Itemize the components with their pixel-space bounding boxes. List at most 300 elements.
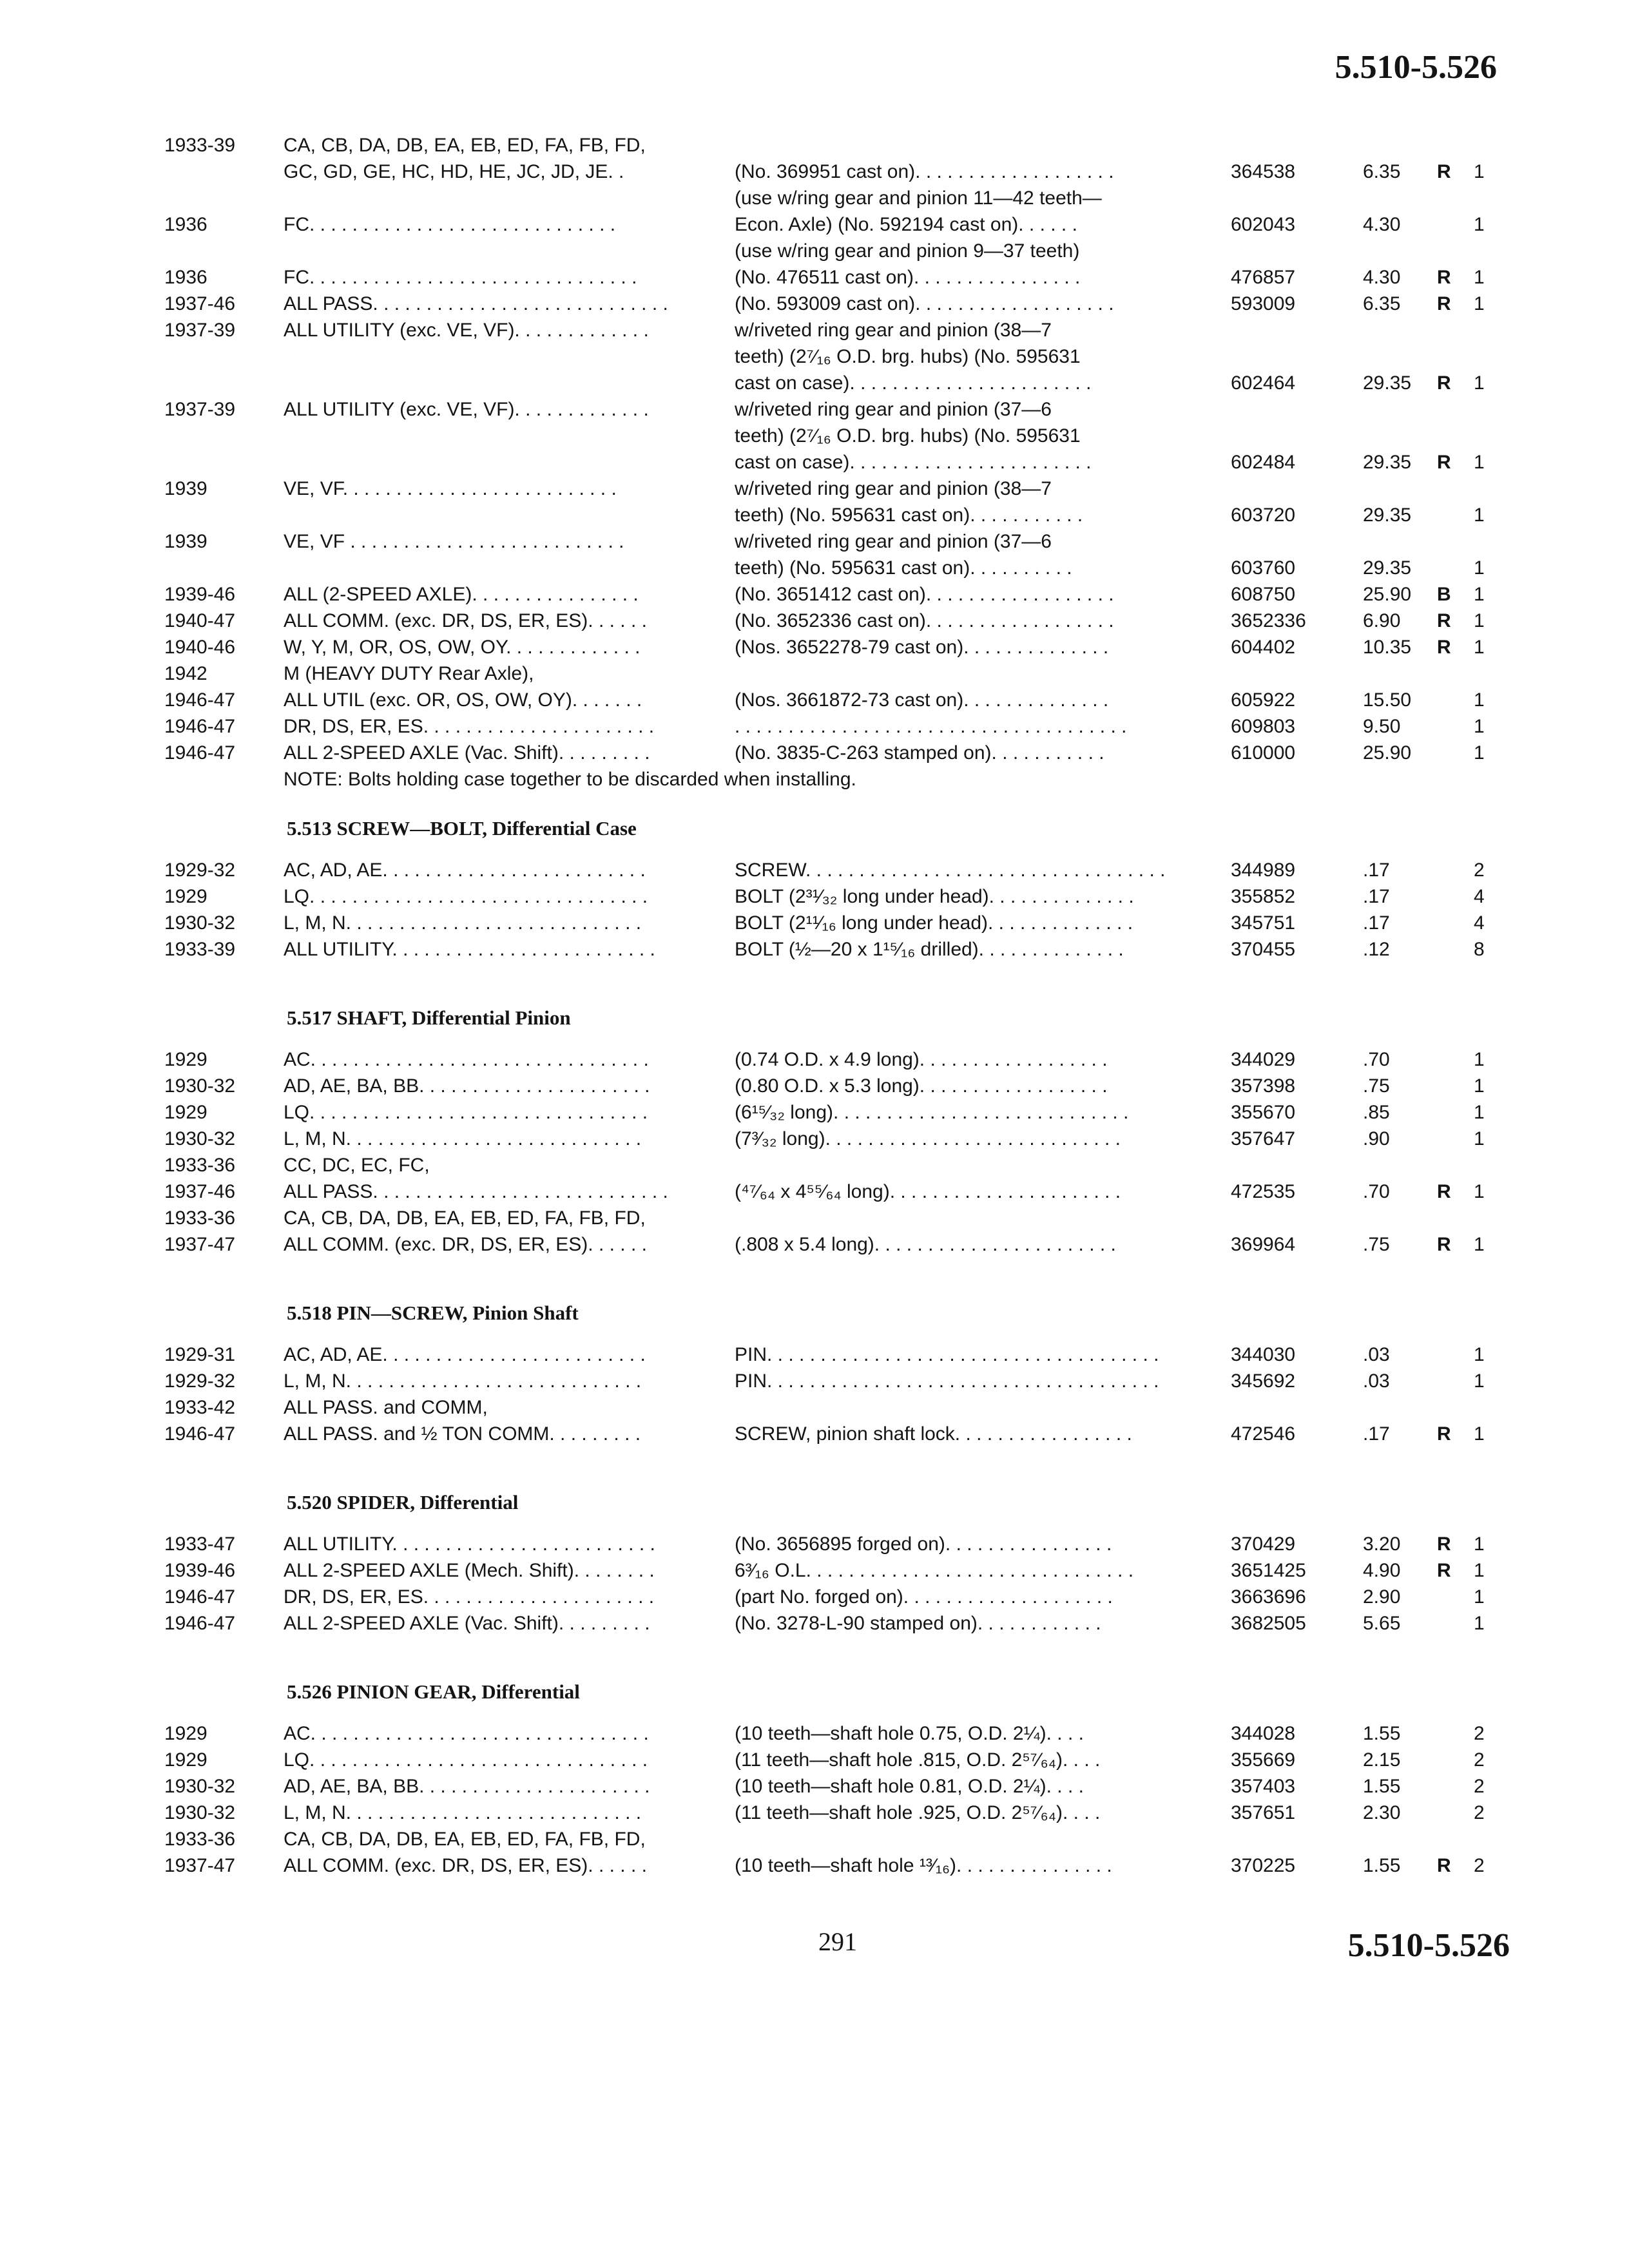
model-cell: L, M, N. . . . . . . . . . . . . . . . . . . . . . . . . . . . xyxy=(284,1802,642,1823)
flag-cell: R xyxy=(1437,1181,1451,1202)
flag-cell: R xyxy=(1437,1533,1451,1555)
section-spacer xyxy=(0,1879,1629,1898)
part-number-cell: 476857 xyxy=(1231,267,1296,288)
quantity-cell: 1 xyxy=(1474,214,1485,235)
part-number-cell: 355852 xyxy=(1231,886,1296,907)
year-cell: 1929 xyxy=(164,1749,207,1771)
description-cell: (0.74 O.D. x 4.9 long). . . . . . . . . . . . . . . . . . xyxy=(735,1049,1108,1070)
price-cell: .17 xyxy=(1363,860,1390,881)
price-cell: 29.35 xyxy=(1363,452,1412,473)
description-cell: (10 teeth—shaft hole 0.75, O.D. 2¼). . . . xyxy=(735,1723,1084,1744)
price-cell: 4.30 xyxy=(1363,267,1401,288)
section-rows xyxy=(0,1046,1629,1258)
table-row xyxy=(0,476,1629,502)
part-number-cell: 357647 xyxy=(1231,1128,1296,1149)
part-number-cell: 344989 xyxy=(1231,860,1296,881)
model-cell: CA, CB, DA, DB, EA, EB, ED, FA, FB, FD, xyxy=(284,1829,646,1850)
description-cell: BOLT (2¹¹⁄₁₆ long under head). . . . . . . . . . . . . . xyxy=(735,912,1133,934)
section-header xyxy=(0,793,1629,857)
table-row xyxy=(0,211,1629,238)
year-cell: 1933-36 xyxy=(164,1155,236,1176)
part-number-cell: 345692 xyxy=(1231,1370,1296,1392)
part-number-cell: 357403 xyxy=(1231,1776,1296,1797)
price-cell: 2.90 xyxy=(1363,1586,1401,1608)
table-row xyxy=(0,396,1629,423)
part-number-cell: 355670 xyxy=(1231,1102,1296,1123)
quantity-cell: 2 xyxy=(1474,860,1485,881)
model-cell: CA, CB, DA, DB, EA, EB, ED, FA, FB, FD, xyxy=(284,135,646,156)
model-cell: ALL 2-SPEED AXLE (Vac. Shift). . . . . . . . . xyxy=(284,742,650,764)
part-number-cell: 602043 xyxy=(1231,214,1296,235)
model-cell: AC. . . . . . . . . . . . . . . . . . . . . . . . . . . . . . . . xyxy=(284,1049,649,1070)
part-number-cell: 357651 xyxy=(1231,1802,1296,1823)
section-rows xyxy=(0,857,1629,963)
price-cell: 15.50 xyxy=(1363,689,1412,711)
part-number-cell: 355669 xyxy=(1231,1749,1296,1771)
year-cell: 1936 xyxy=(164,267,207,288)
table-row xyxy=(0,936,1629,963)
quantity-cell: 2 xyxy=(1474,1802,1485,1823)
year-cell: 1930-32 xyxy=(164,912,236,934)
price-cell: 10.35 xyxy=(1363,637,1412,658)
quantity-cell: 2 xyxy=(1474,1723,1485,1744)
year-cell: 1929 xyxy=(164,1102,207,1123)
section-header xyxy=(0,1277,1629,1341)
description-cell: (0.80 O.D. x 5.3 long). . . . . . . . . . . . . . . . . . xyxy=(735,1075,1108,1097)
year-cell: 1939 xyxy=(164,478,207,499)
quantity-cell: 1 xyxy=(1474,452,1485,473)
section-rows xyxy=(0,1341,1629,1447)
part-number-cell: 370429 xyxy=(1231,1533,1296,1555)
quantity-cell: 1 xyxy=(1474,1344,1485,1365)
price-cell: 4.90 xyxy=(1363,1560,1401,1581)
model-cell: ALL PASS. and ½ TON COMM. . . . . . . . . xyxy=(284,1423,641,1445)
table-row xyxy=(0,264,1629,291)
table-row xyxy=(0,581,1629,608)
description-cell: BOLT (½—20 x 1¹⁵⁄₁₆ drilled). . . . . . . . . . . . . . xyxy=(735,939,1124,960)
description-cell: SCREW. . . . . . . . . . . . . . . . . . . . . . . . . . . . . . . . . . xyxy=(735,860,1166,881)
price-cell: 1.55 xyxy=(1363,1855,1401,1876)
section-title: 5.526 PINION GEAR, Differential xyxy=(287,1680,580,1703)
description-cell: (use w/ring gear and pinion 11—42 teeth— xyxy=(735,187,1102,209)
flag-cell: R xyxy=(1437,267,1451,288)
year-cell: 1933-47 xyxy=(164,1533,236,1555)
year-cell: 1929-32 xyxy=(164,1370,236,1392)
part-number-cell: 593009 xyxy=(1231,293,1296,314)
quantity-cell: 1 xyxy=(1474,689,1485,711)
description-cell: (use w/ring gear and pinion 9—37 teeth) xyxy=(735,240,1080,262)
description-cell: (No. 476511 cast on). . . . . . . . . . . . . . . . xyxy=(735,267,1081,288)
price-cell: .03 xyxy=(1363,1370,1390,1392)
model-cell: LQ. . . . . . . . . . . . . . . . . . . . . . . . . . . . . . . . xyxy=(284,1749,648,1771)
year-cell: 1930-32 xyxy=(164,1802,236,1823)
quantity-cell: 1 xyxy=(1474,1533,1485,1555)
year-cell: 1936 xyxy=(164,214,207,235)
part-number-cell: 3652336 xyxy=(1231,610,1306,631)
model-cell: LQ. . . . . . . . . . . . . . . . . . . . . . . . . . . . . . . . xyxy=(284,1102,648,1123)
quantity-cell: 1 xyxy=(1474,742,1485,764)
price-cell: .75 xyxy=(1363,1075,1390,1097)
price-cell: 6.35 xyxy=(1363,293,1401,314)
year-cell: 1937-47 xyxy=(164,1855,236,1876)
description-cell: SCREW, pinion shaft lock. . . . . . . . . . . . . . . . . xyxy=(735,1423,1132,1445)
table-row xyxy=(0,238,1629,264)
model-cell: ALL PASS. . . . . . . . . . . . . . . . . . . . . . . . . . . . xyxy=(284,1181,668,1202)
description-cell: (part No. forged on). . . . . . . . . . . . . . . . . . . . xyxy=(735,1586,1113,1608)
table-row xyxy=(0,502,1629,528)
model-cell: FC. . . . . . . . . . . . . . . . . . . . . . . . . . . . . . . xyxy=(284,267,637,288)
table-row xyxy=(0,1747,1629,1773)
model-cell: CA, CB, DA, DB, EA, EB, ED, FA, FB, FD, xyxy=(284,1207,646,1229)
section-title: 5.518 PIN—SCREW, Pinion Shaft xyxy=(287,1302,579,1324)
year-cell: 1930-32 xyxy=(164,1075,236,1097)
description-cell: (No. 3835-C-263 stamped on). . . . . . . . . . . xyxy=(735,742,1104,764)
price-cell: 29.35 xyxy=(1363,557,1412,579)
price-cell: 29.35 xyxy=(1363,372,1412,394)
model-cell: ALL PASS. and COMM, xyxy=(284,1397,488,1418)
part-number-cell: 344030 xyxy=(1231,1344,1296,1365)
quantity-cell: 1 xyxy=(1474,505,1485,526)
part-number-cell: 603760 xyxy=(1231,557,1296,579)
year-cell: 1929 xyxy=(164,1049,207,1070)
model-cell: ALL UTIL (exc. OR, OS, OW, OY). . . . . . . xyxy=(284,689,642,711)
price-cell: 1.55 xyxy=(1363,1723,1401,1744)
year-cell: 1933-36 xyxy=(164,1829,236,1850)
table-row xyxy=(0,1046,1629,1073)
model-cell: ALL UTILITY (exc. VE, VF). . . . . . . . . . . . . xyxy=(284,399,649,420)
model-cell: ALL (2-SPEED AXLE). . . . . . . . . . . . . . . . xyxy=(284,584,639,605)
flag-cell: R xyxy=(1437,610,1451,631)
table-row xyxy=(0,159,1629,185)
model-cell: DR, DS, ER, ES. . . . . . . . . . . . . . . . . . . . . . xyxy=(284,716,655,737)
flag-cell: R xyxy=(1437,161,1451,182)
table-row xyxy=(0,132,1629,159)
section-spacer xyxy=(0,1637,1629,1656)
table-row xyxy=(0,1720,1629,1747)
description-cell: (11 teeth—shaft hole .815, O.D. 2⁵⁷⁄₆₄). . . . xyxy=(735,1749,1101,1771)
table-row xyxy=(0,1341,1629,1368)
year-cell: 1930-32 xyxy=(164,1776,236,1797)
model-cell: L, M, N. . . . . . . . . . . . . . . . . . . . . . . . . . . . xyxy=(284,1370,642,1392)
model-cell: ALL UTILITY. . . . . . . . . . . . . . . . . . . . . . . . . xyxy=(284,939,655,960)
quantity-cell: 1 xyxy=(1474,1181,1485,1202)
part-number-cell: 344028 xyxy=(1231,1723,1296,1744)
description-cell: (No. 593009 cast on). . . . . . . . . . . . . . . . . . . xyxy=(735,293,1114,314)
flag-cell: R xyxy=(1437,1560,1451,1581)
description-cell: (Nos. 3652278-79 cast on). . . . . . . . . . . . . . xyxy=(735,637,1109,658)
year-cell: 1946-47 xyxy=(164,689,236,711)
model-cell: NOTE: Bolts holding case together to be discarded when installing. xyxy=(284,769,856,790)
section-header xyxy=(0,1466,1629,1531)
price-cell: 6.35 xyxy=(1363,161,1401,182)
model-cell: CC, DC, EC, FC, xyxy=(284,1155,430,1176)
part-number-cell: 369964 xyxy=(1231,1234,1296,1255)
flag-cell: R xyxy=(1437,372,1451,394)
parts-section xyxy=(0,1277,1629,1466)
section-spacer xyxy=(0,1447,1629,1466)
year-cell: 1937-46 xyxy=(164,293,236,314)
year-cell: 1946-47 xyxy=(164,1586,236,1608)
quantity-cell: 1 xyxy=(1474,1586,1485,1608)
part-number-cell: 344029 xyxy=(1231,1049,1296,1070)
table-row xyxy=(0,1421,1629,1447)
description-cell: w/riveted ring gear and pinion (37—6 xyxy=(735,531,1052,552)
part-number-cell: 370225 xyxy=(1231,1855,1296,1876)
part-number-cell: 357398 xyxy=(1231,1075,1296,1097)
year-cell: 1939 xyxy=(164,531,207,552)
description-cell: (No. 3278-L-90 stamped on). . . . . . . . . . . . xyxy=(735,1613,1101,1634)
section-title: 5.520 SPIDER, Differential xyxy=(287,1491,519,1514)
description-cell: teeth) (No. 595631 cast on). . . . . . . . . . xyxy=(735,557,1072,579)
model-cell: ALL 2-SPEED AXLE (Vac. Shift). . . . . . . . . xyxy=(284,1613,650,1634)
price-cell: .75 xyxy=(1363,1234,1390,1255)
price-cell: .70 xyxy=(1363,1181,1390,1202)
description-cell: w/riveted ring gear and pinion (38—7 xyxy=(735,320,1052,341)
section-rows xyxy=(0,1531,1629,1637)
parts-section xyxy=(0,1466,1629,1656)
table-row xyxy=(0,370,1629,396)
part-number-cell: 603720 xyxy=(1231,505,1296,526)
table-row xyxy=(0,1178,1629,1205)
year-cell: 1937-46 xyxy=(164,1181,236,1202)
part-number-cell: 605922 xyxy=(1231,689,1296,711)
flag-cell: R xyxy=(1437,1423,1451,1445)
quantity-cell: 1 xyxy=(1474,1560,1485,1581)
header-section-code: 5.510-5.526 xyxy=(1335,49,1497,86)
model-cell: M (HEAVY DUTY Rear Axle), xyxy=(284,663,534,684)
model-cell: ALL 2-SPEED AXLE (Mech. Shift). . . . . . . . xyxy=(284,1560,655,1581)
table-row xyxy=(0,449,1629,476)
table-row xyxy=(0,1773,1629,1800)
price-cell: .17 xyxy=(1363,1423,1390,1445)
description-cell: (No. 3656895 forged on). . . . . . . . . . . . . . . . xyxy=(735,1533,1112,1555)
table-row xyxy=(0,1610,1629,1637)
flag-cell: R xyxy=(1437,293,1451,314)
description-cell: PIN. . . . . . . . . . . . . . . . . . . . . . . . . . . . . . . . . . . . . xyxy=(735,1344,1159,1365)
table-row xyxy=(0,1826,1629,1852)
price-cell: .85 xyxy=(1363,1102,1390,1123)
part-number-cell: 608750 xyxy=(1231,584,1296,605)
quantity-cell: 1 xyxy=(1474,1370,1485,1392)
model-cell: VE, VF . . . . . . . . . . . . . . . . . . . . . . . . . . xyxy=(284,531,624,552)
model-cell: DR, DS, ER, ES. . . . . . . . . . . . . . . . . . . . . . xyxy=(284,1586,655,1608)
description-cell: (No. 3651412 cast on). . . . . . . . . . . . . . . . . . xyxy=(735,584,1114,605)
quantity-cell: 2 xyxy=(1474,1776,1485,1797)
year-cell: 1930-32 xyxy=(164,1128,236,1149)
model-cell: ALL COMM. (exc. DR, DS, ER, ES). . . . . . xyxy=(284,610,647,631)
price-cell: .90 xyxy=(1363,1128,1390,1149)
part-number-cell: 3682505 xyxy=(1231,1613,1306,1634)
quantity-cell: 1 xyxy=(1474,161,1485,182)
description-cell: cast on case). . . . . . . . . . . . . . . . . . . . . . . xyxy=(735,452,1092,473)
description-cell: teeth) (2⁷⁄₁₆ O.D. brg. hubs) (No. 595631 xyxy=(735,346,1081,367)
flag-cell: B xyxy=(1437,584,1451,605)
year-cell: 1942 xyxy=(164,663,207,684)
table-row xyxy=(0,1852,1629,1879)
quantity-cell: 1 xyxy=(1474,1128,1485,1149)
part-number-cell: 610000 xyxy=(1231,742,1296,764)
part-number-cell: 609803 xyxy=(1231,716,1296,737)
year-cell: 1933-36 xyxy=(164,1207,236,1229)
part-number-cell: 604402 xyxy=(1231,637,1296,658)
quantity-cell: 1 xyxy=(1474,1423,1485,1445)
parts-listing xyxy=(0,132,1629,1898)
section-spacer xyxy=(0,1258,1629,1277)
year-cell: 1937-39 xyxy=(164,399,236,420)
price-cell: 6.90 xyxy=(1363,610,1401,631)
table-row xyxy=(0,857,1629,883)
section-header xyxy=(0,982,1629,1046)
table-row xyxy=(0,1394,1629,1421)
price-cell: 3.20 xyxy=(1363,1533,1401,1555)
table-row xyxy=(0,1099,1629,1126)
model-cell: ALL PASS. . . . . . . . . . . . . . . . . . . . . . . . . . . . xyxy=(284,293,668,314)
section-spacer xyxy=(0,963,1629,982)
table-row xyxy=(0,608,1629,634)
price-cell: 2.30 xyxy=(1363,1802,1401,1823)
table-row xyxy=(0,740,1629,766)
sections-container xyxy=(0,793,1629,1898)
model-cell: ALL COMM. (exc. DR, DS, ER, ES). . . . . . xyxy=(284,1234,647,1255)
description-cell: PIN. . . . . . . . . . . . . . . . . . . . . . . . . . . . . . . . . . . . . xyxy=(735,1370,1159,1392)
year-cell: 1939-46 xyxy=(164,584,236,605)
section-header xyxy=(0,1656,1629,1720)
flag-cell: R xyxy=(1437,1234,1451,1255)
quantity-cell: 4 xyxy=(1474,886,1485,907)
part-number-cell: 472535 xyxy=(1231,1181,1296,1202)
parts-section xyxy=(0,793,1629,982)
table-row xyxy=(0,883,1629,910)
section-5-510-rows xyxy=(0,132,1629,793)
year-cell: 1940-46 xyxy=(164,637,236,658)
model-cell: AD, AE, BA, BB. . . . . . . . . . . . . . . . . . . . . . xyxy=(284,1776,650,1797)
price-cell: .17 xyxy=(1363,886,1390,907)
table-row xyxy=(0,660,1629,687)
table-row xyxy=(0,555,1629,581)
model-cell: GC, GD, GE, HC, HD, HE, JC, JD, JE. . xyxy=(284,161,624,182)
description-cell: cast on case). . . . . . . . . . . . . . . . . . . . . . . xyxy=(735,372,1092,394)
quantity-cell: 1 xyxy=(1474,557,1485,579)
year-cell: 1929-31 xyxy=(164,1344,236,1365)
table-row xyxy=(0,687,1629,713)
part-number-cell: 3663696 xyxy=(1231,1586,1306,1608)
year-cell: 1946-47 xyxy=(164,1613,236,1634)
description-cell: Econ. Axle) (No. 592194 cast on). . . . . . xyxy=(735,214,1077,235)
year-cell: 1933-39 xyxy=(164,939,236,960)
table-row xyxy=(0,317,1629,343)
parts-section xyxy=(0,982,1629,1277)
year-cell: 1939-46 xyxy=(164,1560,236,1581)
table-row xyxy=(0,634,1629,660)
year-cell: 1929 xyxy=(164,886,207,907)
table-row xyxy=(0,185,1629,211)
table-row xyxy=(0,713,1629,740)
part-number-cell: 602464 xyxy=(1231,372,1296,394)
model-cell: AC, AD, AE. . . . . . . . . . . . . . . . . . . . . . . . . xyxy=(284,860,646,881)
part-number-cell: 370455 xyxy=(1231,939,1296,960)
price-cell: .03 xyxy=(1363,1344,1390,1365)
quantity-cell: 8 xyxy=(1474,939,1485,960)
table-row xyxy=(0,766,1629,793)
model-cell: ALL UTILITY. . . . . . . . . . . . . . . . . . . . . . . . . xyxy=(284,1533,655,1555)
description-cell: w/riveted ring gear and pinion (37—6 xyxy=(735,399,1052,420)
price-cell: 1.55 xyxy=(1363,1776,1401,1797)
quantity-cell: 1 xyxy=(1474,584,1485,605)
table-row xyxy=(0,1531,1629,1557)
model-cell: ALL COMM. (exc. DR, DS, ER, ES). . . . . . xyxy=(284,1855,647,1876)
year-cell: 1929-32 xyxy=(164,860,236,881)
model-cell: AC. . . . . . . . . . . . . . . . . . . . . . . . . . . . . . . . xyxy=(284,1723,649,1744)
model-cell: AC, AD, AE. . . . . . . . . . . . . . . . . . . . . . . . . xyxy=(284,1344,646,1365)
description-cell: (10 teeth—shaft hole 0.81, O.D. 2¼). . . . xyxy=(735,1776,1084,1797)
price-cell: 9.50 xyxy=(1363,716,1401,737)
table-row xyxy=(0,423,1629,449)
price-cell: 4.30 xyxy=(1363,214,1401,235)
quantity-cell: 2 xyxy=(1474,1855,1485,1876)
table-row xyxy=(0,528,1629,555)
section-title: 5.517 SHAFT, Differential Pinion xyxy=(287,1006,571,1029)
model-cell: ALL UTILITY (exc. VE, VF). . . . . . . . . . . . . xyxy=(284,320,649,341)
price-cell: 25.90 xyxy=(1363,584,1412,605)
model-cell: W, Y, M, OR, OS, OW, OY. . . . . . . . . . . . . xyxy=(284,637,641,658)
quantity-cell: 1 xyxy=(1474,1613,1485,1634)
footer-section-code: 5.510-5.526 xyxy=(1347,1927,1510,1964)
table-row xyxy=(0,1126,1629,1152)
model-cell: VE, VF. . . . . . . . . . . . . . . . . . . . . . . . . . xyxy=(284,478,617,499)
year-cell: 1937-47 xyxy=(164,1234,236,1255)
section-title: 5.513 SCREW—BOLT, Differential Case xyxy=(287,817,637,840)
quantity-cell: 1 xyxy=(1474,1075,1485,1097)
table-row xyxy=(0,910,1629,936)
description-cell: teeth) (No. 595631 cast on). . . . . . . . . . . xyxy=(735,505,1083,526)
table-row xyxy=(0,343,1629,370)
description-cell: (6¹⁵⁄₃₂ long). . . . . . . . . . . . . . . . . . . . . . . . . . . . xyxy=(735,1102,1129,1123)
quantity-cell: 1 xyxy=(1474,637,1485,658)
description-cell: (Nos. 3661872-73 cast on). . . . . . . . . . . . . . xyxy=(735,689,1109,711)
table-row xyxy=(0,291,1629,317)
price-cell: 2.15 xyxy=(1363,1749,1401,1771)
table-row xyxy=(0,1205,1629,1231)
year-cell: 1933-42 xyxy=(164,1397,236,1418)
model-cell: L, M, N. . . . . . . . . . . . . . . . . . . . . . . . . . . . xyxy=(284,1128,642,1149)
table-row xyxy=(0,1368,1629,1394)
description-cell: (11 teeth—shaft hole .925, O.D. 2⁵⁷⁄₆₄). . . . xyxy=(735,1802,1101,1823)
page-number: 291 xyxy=(818,1927,857,1956)
flag-cell: R xyxy=(1437,637,1451,658)
part-number-cell: 472546 xyxy=(1231,1423,1296,1445)
year-cell: 1929 xyxy=(164,1723,207,1744)
table-row xyxy=(0,1073,1629,1099)
part-number-cell: 364538 xyxy=(1231,161,1296,182)
description-cell: w/riveted ring gear and pinion (38—7 xyxy=(735,478,1052,499)
description-cell: . . . . . . . . . . . . . . . . . . . . . . . . . . . . . . . . . . . . . xyxy=(735,716,1127,737)
table-row xyxy=(0,1152,1629,1178)
price-cell: 29.35 xyxy=(1363,505,1412,526)
year-cell: 1946-47 xyxy=(164,1423,236,1445)
description-cell: (No. 369951 cast on). . . . . . . . . . . . . . . . . . . xyxy=(735,161,1114,182)
model-cell: LQ. . . . . . . . . . . . . . . . . . . . . . . . . . . . . . . . xyxy=(284,886,648,907)
quantity-cell: 2 xyxy=(1474,1749,1485,1771)
part-number-cell: 602484 xyxy=(1231,452,1296,473)
description-cell: (⁴⁷⁄₆₄ x 4⁵⁵⁄₆₄ long). . . . . . . . . . . . . . . . . . . . . . xyxy=(735,1181,1121,1202)
part-number-cell: 3651425 xyxy=(1231,1560,1306,1581)
year-cell: 1946-47 xyxy=(164,716,236,737)
price-cell: 25.90 xyxy=(1363,742,1412,764)
price-cell: .70 xyxy=(1363,1049,1390,1070)
quantity-cell: 1 xyxy=(1474,1234,1485,1255)
table-row xyxy=(0,1584,1629,1610)
flag-cell: R xyxy=(1437,452,1451,473)
